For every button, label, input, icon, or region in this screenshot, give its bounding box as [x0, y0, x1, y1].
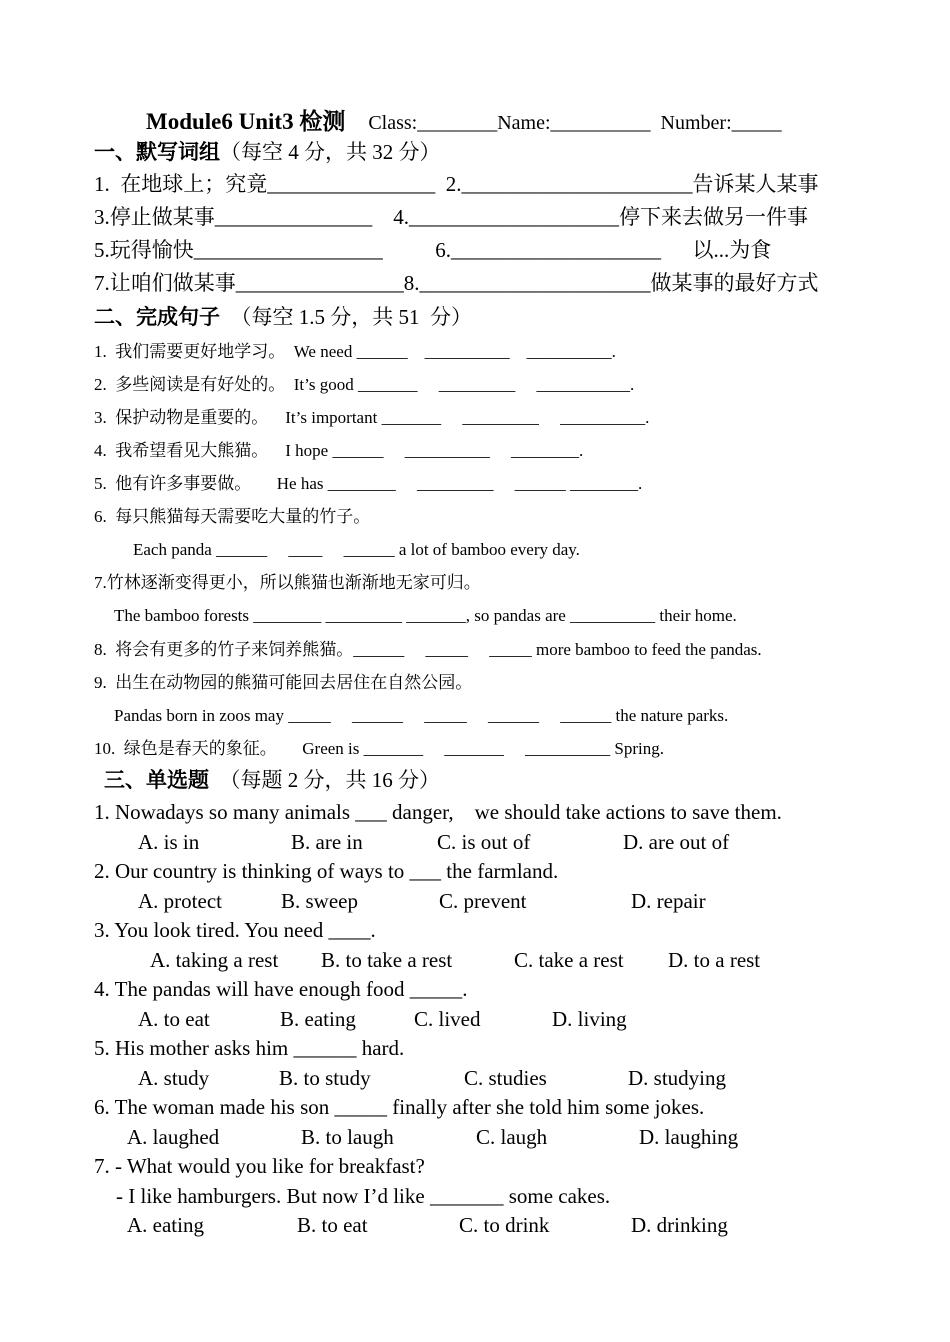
question-stem: 4. The pandas will have enough food _____.: [94, 977, 468, 1001]
question-option: D. repair: [631, 889, 706, 913]
question-stem: 7. - What would you like for breakfast?: [94, 1154, 425, 1178]
sentence-line: Pandas born in zoos may _____ ______ _____ ______ ______ the nature parks.: [114, 706, 729, 725]
section1-line: 7.让咱们做某事________________8.______________________做某事的最好方式: [94, 271, 819, 295]
question-option: D. studying: [628, 1066, 727, 1090]
question-option: C. to drink: [459, 1213, 550, 1237]
question-option: D. drinking: [631, 1213, 728, 1237]
question-option: A. taking a rest: [150, 948, 279, 972]
question-option: A. study: [138, 1066, 210, 1090]
question-option: B. are in: [291, 830, 363, 854]
sentence-line: 1. 我们需要更好地学习。 We need ______ __________ __________.: [94, 342, 616, 361]
worksheet-title: [146, 110, 782, 133]
question-option: D. to a rest: [668, 948, 761, 972]
sentence-line: The bamboo forests ________ _________ _______, so pandas are __________ their home.: [114, 606, 737, 625]
sentence-line: 2. 多些阅读是有好处的。 It’s good _______ _________ ___________.: [94, 375, 635, 394]
sentence-line: Each panda ______ ____ ______ a lot of bamboo every day.: [133, 540, 580, 559]
question-option: C. studies: [464, 1066, 547, 1090]
question-option: A. laughed: [127, 1125, 220, 1149]
question-option: B. sweep: [281, 889, 358, 913]
sentence-line: 10. 绿色是春天的象征。 Green is _______ _______ __________ Spring.: [94, 739, 664, 758]
question-option: B. to laugh: [301, 1125, 394, 1149]
question-option: C. is out of: [437, 830, 531, 854]
section3-heading: 三、单选题 （每题 2 分，共 16 分）: [104, 768, 440, 792]
question-option: D. are out of: [623, 830, 730, 854]
sentence-line: 5. 他有许多事要做。 He has ________ _________ ______ ________.: [94, 474, 643, 493]
question-option: B. eating: [280, 1007, 356, 1031]
sentence-line: 7.竹林逐渐变得更小，所以熊猫也渐渐地无家可归。: [94, 573, 481, 592]
section1-line: 5.玩得愉快__________________ 6.____________________ 以...为食: [94, 238, 772, 262]
question-stem: 2. Our country is thinking of ways to ___ the farmland.: [94, 859, 559, 883]
question-option: A. protect: [138, 889, 222, 913]
question-stem-reply: - I like hamburgers. But now I’d like _______ some cakes.: [116, 1184, 611, 1208]
sentence-line: 6. 每只熊猫每天需要吃大量的竹子。: [94, 507, 371, 526]
question-option: A. eating: [127, 1213, 204, 1237]
section2-heading: 二、完成句子 （每空 1.5 分，共 51 分）: [94, 305, 472, 329]
question-option: C. take a rest: [514, 948, 624, 972]
title-fields: Class:________Name:__________ Number:_____: [368, 112, 782, 134]
question-stem: 5. His mother asks him ______ hard.: [94, 1036, 405, 1060]
question-option: B. to eat: [297, 1213, 368, 1237]
sentence-line: 8. 将会有更多的竹子来饲养熊猫。______ _____ _____ more bamboo to feed the pandas.: [94, 640, 762, 659]
question-option: B. to take a rest: [321, 948, 453, 972]
sentence-line: 9. 出生在动物园的熊猫可能回去居住在自然公园。: [94, 673, 473, 692]
sentence-line: 4. 我希望看见大熊猫。 I hope ______ __________ ________.: [94, 441, 584, 460]
section1-line: 1. 在地球上；究竟________________ 2.______________________告诉某人某事: [94, 172, 819, 196]
question-stem: 3. You look tired. You need ____.: [94, 918, 376, 942]
sentence-line: 3. 保护动物是重要的。 It’s important _______ _________ __________.: [94, 408, 650, 427]
section1-heading: 一、默写词组（每空 4 分，共 32 分）: [94, 140, 441, 164]
question-option: B. to study: [279, 1066, 371, 1090]
question-option: A. to eat: [138, 1007, 210, 1031]
question-option: C. prevent: [439, 889, 527, 913]
section1-line: 3.停止做某事_______________ 4.____________________停下来去做另一件事: [94, 205, 808, 229]
title-main: Module6 Unit3 检测: [146, 109, 346, 134]
question-option: C. lived: [414, 1007, 481, 1031]
question-stem: 6. The woman made his son _____ finally after she told him some jokes.: [94, 1095, 705, 1119]
question-option: D. living: [552, 1007, 627, 1031]
question-option: C. laugh: [476, 1125, 548, 1149]
question-stem: 1. Nowadays so many animals ___ danger, we should take actions to save them.: [94, 800, 782, 824]
question-option: D. laughing: [639, 1125, 739, 1149]
question-option: A. is in: [138, 830, 200, 854]
